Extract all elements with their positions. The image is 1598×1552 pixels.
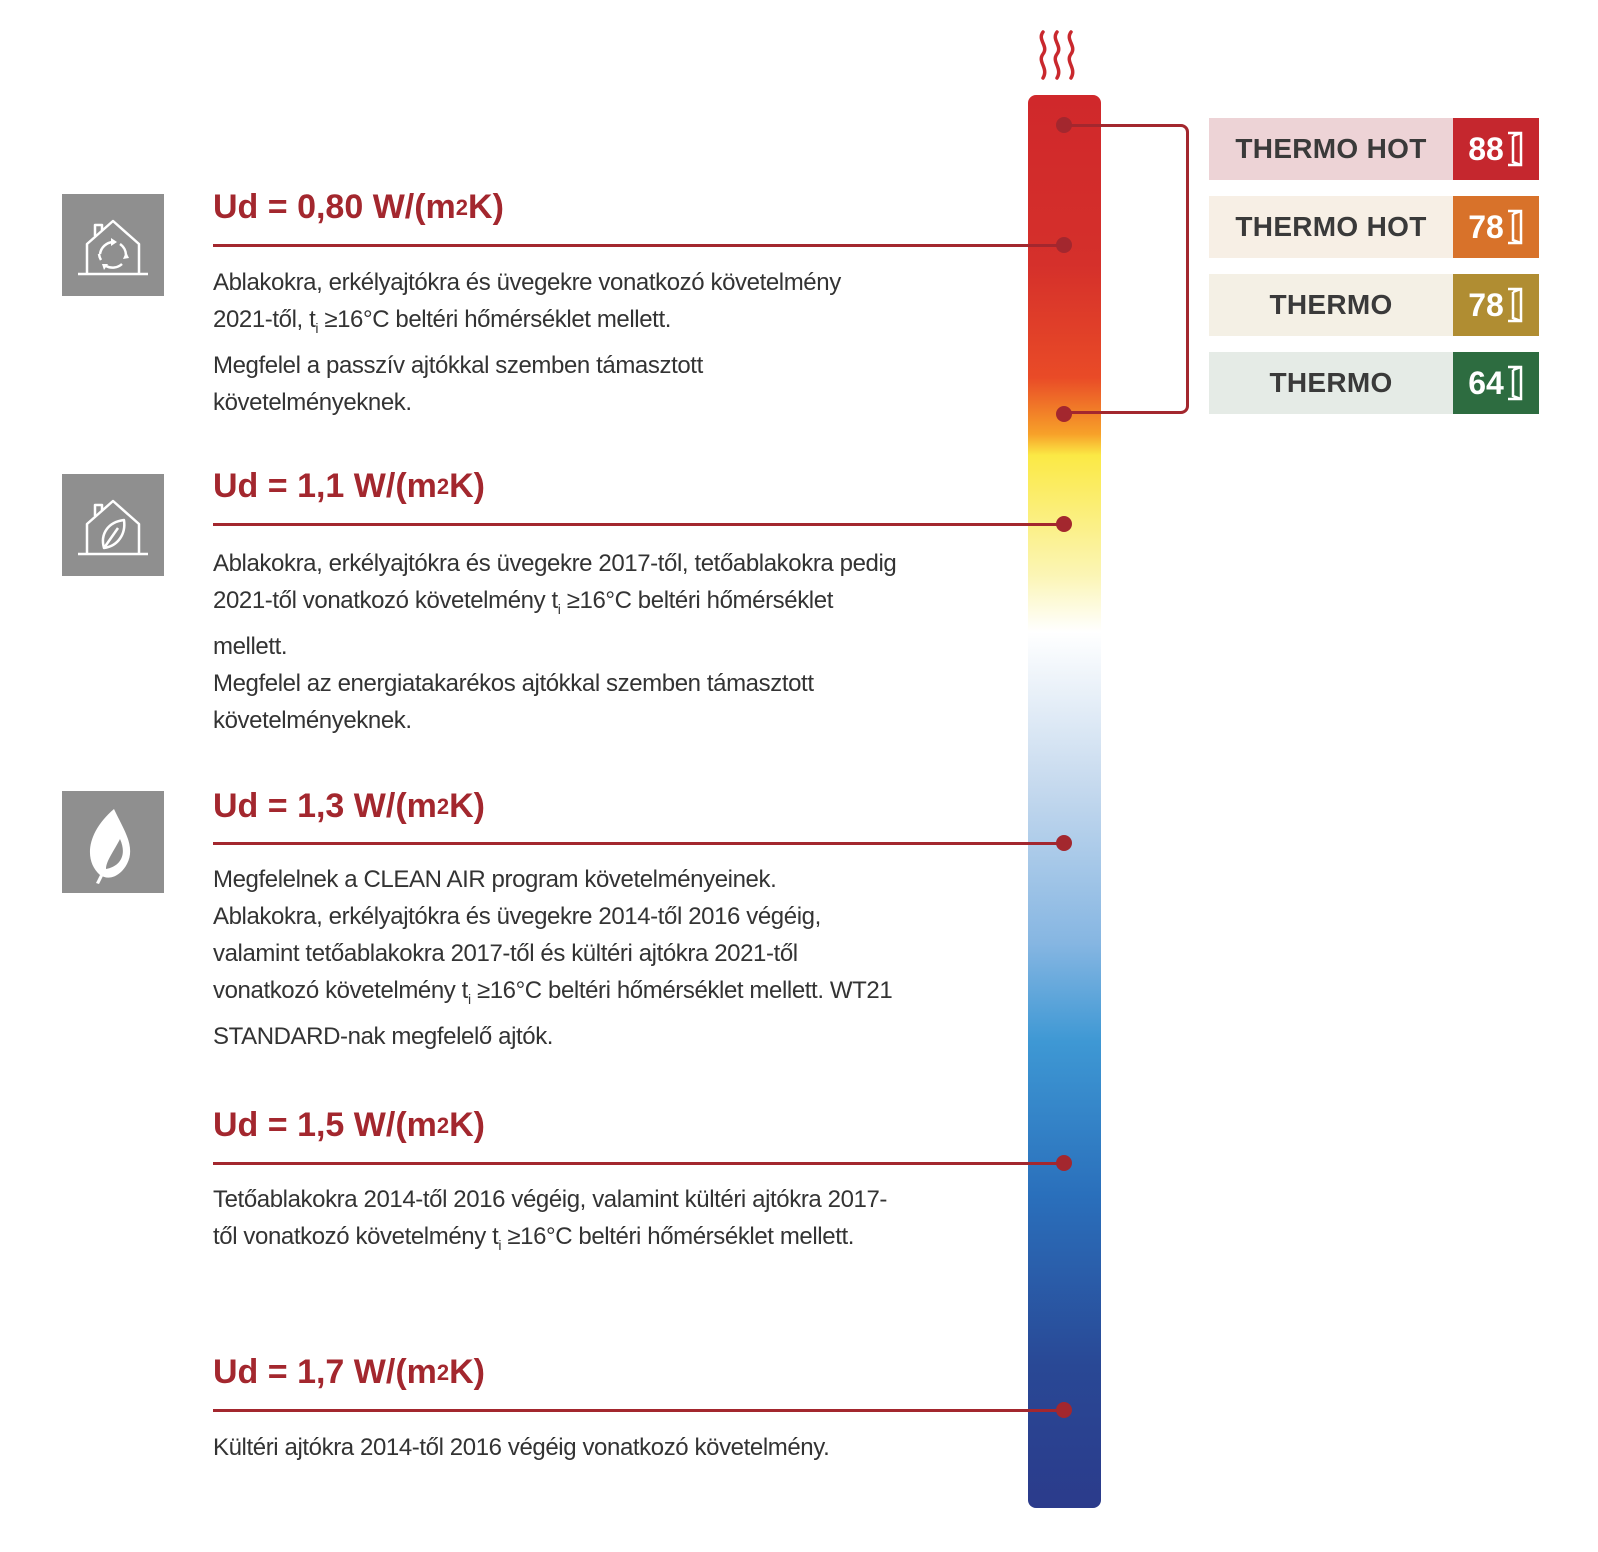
door-icon bbox=[1506, 130, 1524, 168]
level-dot bbox=[1056, 1155, 1072, 1171]
level-title: Ud = 0,80 $W/(m^2K)$ bbox=[213, 188, 504, 226]
house-recycle-icon bbox=[62, 194, 164, 296]
level-title: Ud = 1,1 $W/(m^2K)$ bbox=[213, 467, 486, 505]
product-value: 88 bbox=[1468, 130, 1504, 167]
level-line bbox=[213, 1162, 1061, 1165]
level-title: Ud = 1,3 $W/(m^2K)$ bbox=[213, 787, 486, 825]
level-description: Ablakokra, erkélyajtókra és üvegekre 2017-től, tetőablakokra pedig 2021-től vonatkozó követelmény $t_i \ge 16^\circ C$ beltéri hőmérséklet mellett. Megfelel az energiatakarékos ajtókkal szemben támasztott követelményeknek. bbox=[213, 550, 897, 734]
product-row bbox=[1209, 274, 1539, 336]
product-value: 64 bbox=[1468, 364, 1504, 401]
level-dot bbox=[1056, 1402, 1072, 1418]
product-name: THERMO bbox=[1209, 274, 1453, 336]
level-description: Tetőablakokra 2014-től 2016 végéig, valamint kültéri ajtókra 2017- től vonatkozó követelmény $t_i \ge 16^\circ C$ beltéri hőmérséklet mellett. bbox=[213, 1186, 888, 1253]
level-line bbox=[213, 1409, 1061, 1412]
product-badge bbox=[1453, 352, 1539, 414]
heat-waves-icon bbox=[1033, 28, 1081, 89]
level-dot bbox=[1056, 516, 1072, 532]
product-badge bbox=[1453, 196, 1539, 258]
level-dot bbox=[1056, 237, 1072, 253]
level-description: Ablakokra, erkélyajtókra és üvegekre vonatkozó követelmény 2021-től, $t_i \ge 16^\circ C$ beltéri hőmérséklet mellett. Megfelel a passzív ajtókkal szemben támasztott követelményeknek. bbox=[213, 269, 841, 416]
level-line bbox=[213, 523, 1061, 526]
product-name: THERMO bbox=[1209, 352, 1453, 414]
product-value: 78 bbox=[1468, 286, 1504, 323]
range-bottom-dot bbox=[1056, 406, 1072, 422]
house-leaf-icon bbox=[62, 474, 164, 576]
level-dot bbox=[1056, 835, 1072, 851]
level-description: Kültéri ajtókra 2014-től 2016 végéig vonatkozó követelmény. bbox=[213, 1434, 830, 1461]
door-icon bbox=[1506, 286, 1524, 324]
range-top-dot bbox=[1056, 117, 1072, 133]
product-name: THERMO HOT bbox=[1209, 118, 1453, 180]
product-name: THERMO HOT bbox=[1209, 196, 1453, 258]
product-row bbox=[1209, 118, 1539, 180]
product-range-bracket bbox=[1063, 124, 1189, 414]
product-row bbox=[1209, 352, 1539, 414]
level-line bbox=[213, 244, 1061, 247]
level-title: Ud = 1,7 $W/(m^2K)$ bbox=[213, 1353, 486, 1391]
product-row bbox=[1209, 196, 1539, 258]
door-icon bbox=[1506, 364, 1524, 402]
product-value: 78 bbox=[1468, 208, 1504, 245]
door-icon bbox=[1506, 208, 1524, 246]
product-badge bbox=[1453, 274, 1539, 336]
level-title: Ud = 1,5 $W/(m^2K)$ bbox=[213, 1106, 486, 1144]
level-description: Megfelelnek a CLEAN AIR program követelményeinek. Ablakokra, erkélyajtókra és üvegekre 2014-től 2016 végéig, valamint tetőablakokra 2017-től és kültéri ajtókra 2021-től vonatkozó követelmény $t_i \ge 16^\circ C$ beltéri hőmérséklet mellett. WT21 STANDARD-nak megfelelő ajtók. bbox=[213, 866, 893, 1050]
level-line bbox=[213, 842, 1061, 845]
leaf-icon bbox=[62, 791, 164, 893]
product-badge bbox=[1453, 118, 1539, 180]
